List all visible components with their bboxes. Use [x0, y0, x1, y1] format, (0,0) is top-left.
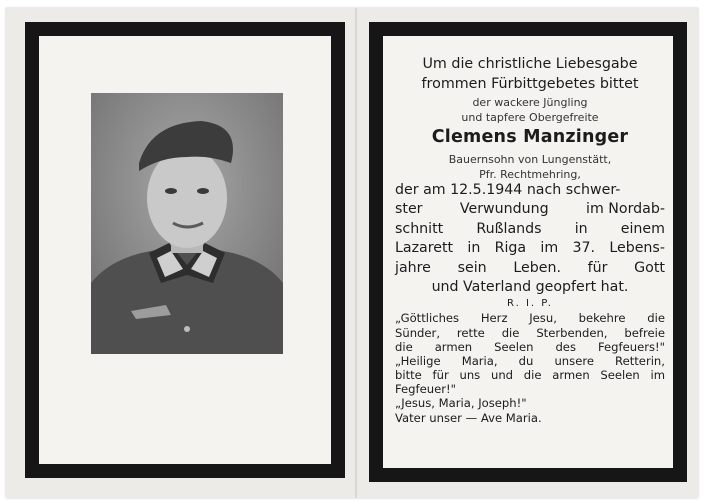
memorial-text	[395, 57, 665, 427]
subtitle-line-2: und tapfere Obergefreite	[461, 110, 599, 124]
word: „Jesus, Maria, Joseph!"	[395, 396, 527, 411]
word: Maria,	[461, 353, 498, 368]
body-line-5	[395, 261, 665, 280]
word: Vater unser — Ave Maria.	[395, 410, 542, 425]
word: in	[467, 240, 481, 257]
word: schnitt	[395, 220, 444, 237]
body-line-2	[395, 202, 665, 221]
word: unsere	[554, 353, 594, 368]
card-fold	[355, 8, 357, 498]
body-line-6	[395, 280, 665, 299]
word: Fegfeuers!"	[597, 339, 665, 354]
word: Lazarett	[395, 240, 454, 257]
word: im Nordab-	[586, 201, 665, 218]
word: du	[518, 353, 534, 368]
word: Jesu,	[529, 311, 557, 326]
word: sein	[457, 259, 487, 276]
word: befreie	[624, 325, 665, 340]
word: die	[523, 368, 542, 383]
origin-line-2: Pfr. Rechtmehring,	[479, 167, 581, 181]
word: einem	[620, 220, 665, 237]
word: uns	[459, 368, 481, 383]
word: im	[650, 368, 665, 383]
word: für	[587, 259, 608, 276]
word: Verwundung	[459, 201, 549, 218]
origin-line-1: Bauernsohn von Lungenstätt,	[448, 153, 612, 166]
word: Herz	[480, 311, 508, 326]
word: in	[574, 220, 588, 237]
prayer-line-8	[395, 410, 665, 427]
word: Fegfeuer!"	[395, 382, 456, 397]
word: Sterbenden,	[536, 325, 608, 340]
soldier-portrait-icon	[91, 93, 283, 354]
intro-line-1: Um die christliche Liebesgabe	[422, 56, 638, 72]
word: Gott	[634, 259, 665, 276]
word: Leben.	[513, 259, 561, 276]
word: „Göttliches	[395, 311, 460, 326]
word: Seelen	[600, 368, 640, 383]
word: bekehre	[578, 311, 626, 326]
word: Retterin,	[615, 353, 665, 368]
body-line-3	[395, 222, 665, 241]
word: „Heilige	[395, 353, 441, 368]
word: die	[647, 311, 665, 326]
word: jahre	[395, 259, 431, 276]
word: armen	[552, 368, 590, 383]
word: Seelen	[494, 339, 534, 354]
word: 37.	[572, 240, 596, 257]
word: die	[501, 325, 520, 340]
body-line-1	[395, 183, 665, 202]
word: die	[395, 339, 413, 354]
word: Rußlands	[476, 220, 542, 237]
word: im	[540, 240, 559, 257]
word: Sünder,	[395, 325, 440, 340]
word: ster	[395, 201, 423, 218]
word: rette	[456, 325, 485, 340]
word: und Vaterland geopfert hat.	[431, 278, 629, 295]
rip-line: R. I. P.	[507, 298, 553, 310]
word: bitte	[395, 368, 422, 383]
word: für	[432, 368, 449, 383]
intro-line-2: frommen Fürbittgebetes bittet	[421, 76, 639, 92]
subtitle-line-1: der wackere Jüngling	[472, 96, 588, 109]
word: und	[490, 368, 514, 383]
portrait-photo	[91, 93, 283, 354]
body-line-4	[395, 241, 665, 260]
word: des	[555, 339, 576, 354]
deceased-name: Clemens Manzinger	[431, 127, 629, 147]
word: der am 12.5.1944 nach schwer-	[395, 182, 621, 198]
word: Riga	[494, 240, 527, 257]
word: Lebens-	[609, 240, 665, 257]
word: armen	[434, 339, 473, 354]
